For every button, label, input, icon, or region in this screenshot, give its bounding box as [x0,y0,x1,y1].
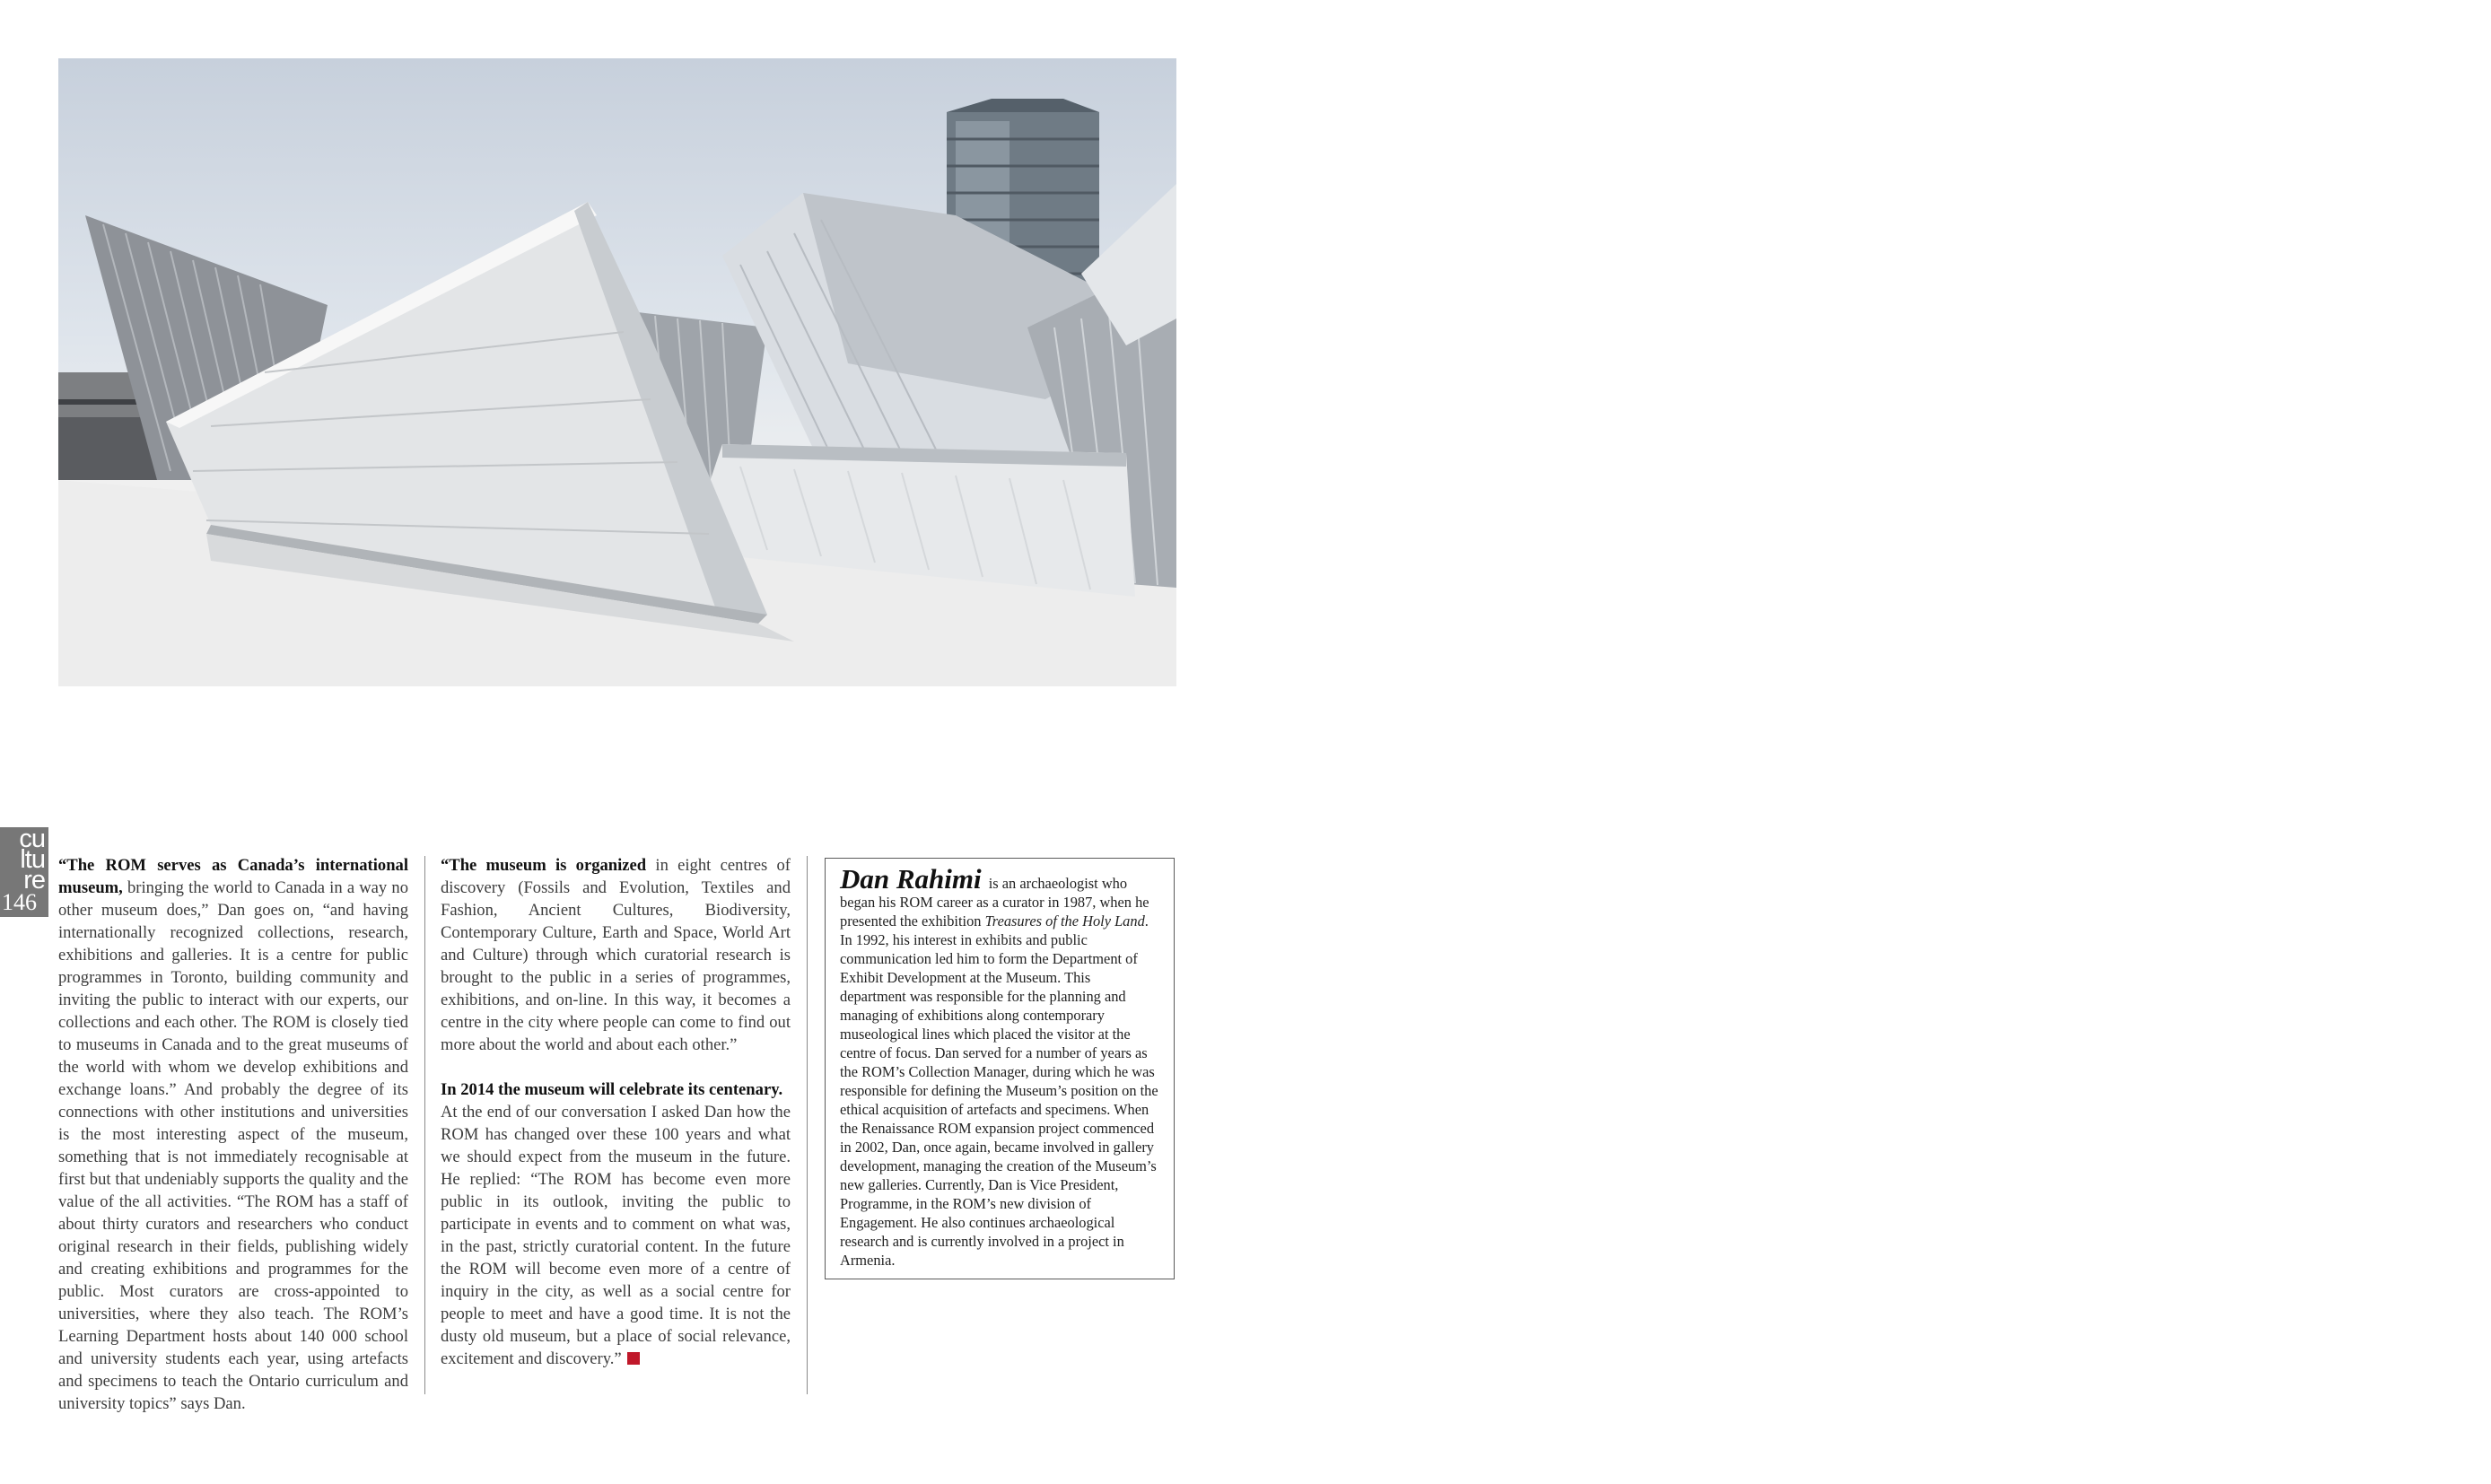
column-2-paragraph-1 [441,854,791,1056]
bio-text-b: . In 1992, his interest in exhibits and public communication led him to form the Department of Exhibit Development at the Museum. This department was responsible for the planning and managing of exhibitions along contemporary museological lines which placed the visitor at the centre of focus. Dan served for a number of years as the ROM’s Collection Manager, during which he was responsible for defining the Museum’s position on the ethical acquisition of artefacts and specimens. When the Renaissance ROM expansion project commenced in 2002, Dan, once again, became involved in gallery development, managing the creation of the Museum’s new galleries. Currently, Dan is Vice President, Programme, in the ROM’s new division of Engagement. He also continues archaeological research and is currently involved in a project in Armenia. [840,912,1158,1269]
organized-lead: “The museum is organized [441,856,647,875]
column-2-paragraph-2 [441,1078,791,1370]
section-word-line: re [23,866,45,895]
section-word [4,825,45,895]
column-divider [424,856,425,1394]
bio-name: Dan Rahimi [840,863,982,895]
bio-paragraph [840,863,1159,1270]
centenary-heading: In 2014 the museum will celebrate its centenary. [441,1080,783,1099]
column-2-text-2: At the end of our conversation I asked Dan how the ROM has changed over these 100 years and what we should expect from the museum in the future. He replied: “The ROM has become even more public in its outlook, inviting the public to participate in events and to comment on what was, in the past, strictly curatorial content. In the future the ROM will become even more of a centre of inquiry in the city, as well as a social centre for people to meet and have a good time. It is not the dusty old museum, but a place of social relevance, excitement and discovery.” [441,1103,791,1368]
end-of-article-mark [627,1352,640,1365]
section-word-line: ltu [20,845,45,874]
exhibition-title: Treasures of the Holy Land [984,912,1145,930]
column-2-text-1: in eight centres of discovery (Fossils and Evolution, Textiles and Fashion, Ancient Cultures, Biodiversity, Contemporary Culture, Earth and Space, World Art and Culture) through which curatorial research is brought to the public in a series of programmes, exhibitions, and on-line. In this way, it becomes a centre in the city where people can come to find out more about the world and about each other.” [441,856,791,1054]
column-divider [807,856,808,1394]
section-tab [0,827,48,917]
rom-crystal-illustration [58,58,1176,686]
article-column-1 [58,854,408,1415]
lead-quote: “The ROM serves as Canada’s international museum, [58,856,408,897]
article-column-2 [441,854,791,1370]
column-1-text: bringing the world to Canada in a way no other museum does,” Dan goes on, “and having internationally recognized collections, research, exhibitions and galleries. It is a centre for public programmes in Toronto, building community and inviting the public to interact with our experts, our collections and each other. The ROM is closely tied to museums in Canada and to the great museums of the world with whom we develop exhibitions and exchange loans.” And probably the degree of its connections with other institutions and universities is the most interesting aspect of the museum, something that is not immediately recognisable at first but that undeniably supports the quality and the value of the all activities. “The ROM has a staff of about thirty curators and researchers who conduct original research in their fields, publishing widely and creating exhibitions and programmes for the public. Most curators are cross-appointed to universities, where they also teach. The ROM’s Learning Department hosts about 140 000 school and university students each year, using artefacts and specimens to teach the Ontario curriculum and university topics” says Dan. [58,878,408,1413]
page-number: 146 [2,889,37,915]
bio-text-a: is an archaeologist who began his ROM career as a curator in 1987, when he presented the exhibition [840,875,1149,930]
architecture-photo [58,58,1176,686]
column-1-paragraph [58,854,408,1415]
section-word-line: cu [19,825,45,853]
bio-box [825,858,1175,1279]
